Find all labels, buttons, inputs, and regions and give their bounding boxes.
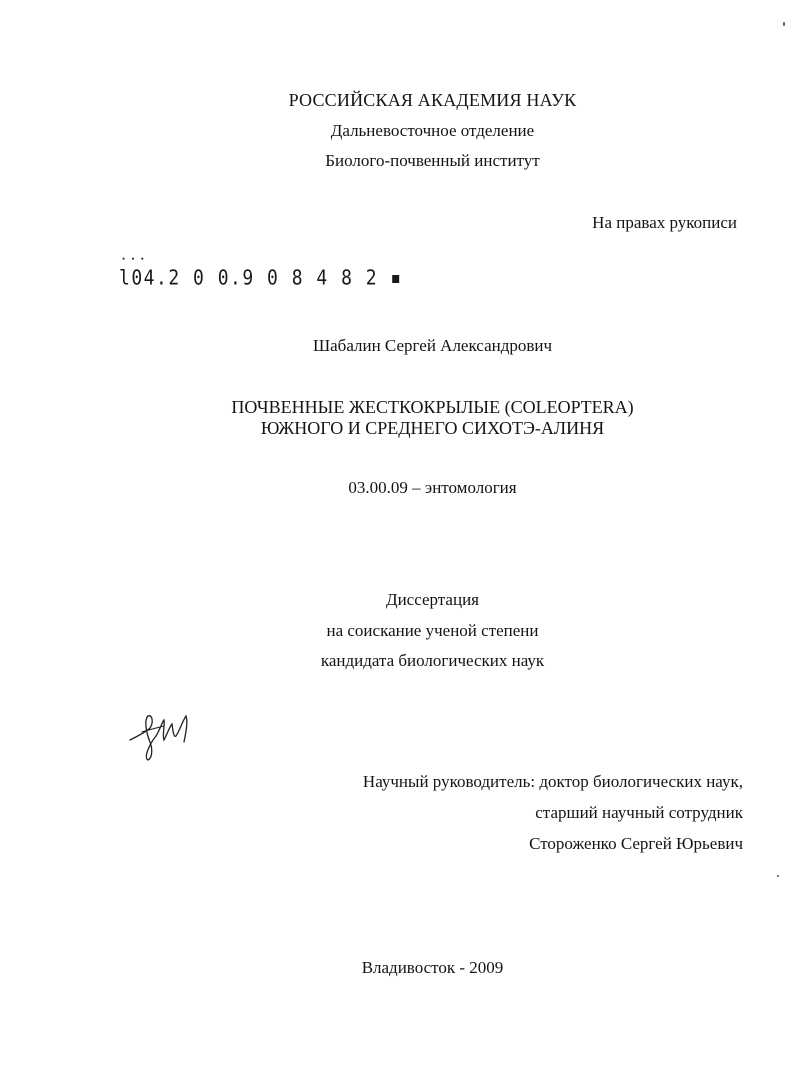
org-branch: Дальневосточное отделение [330,121,535,140]
degree-line-2: кандидата биологических наук [320,651,545,670]
advisor-line-2: старший научный сотрудник [535,803,743,822]
thesis-title-line-1: ПОЧВЕННЫЕ ЖЕСТКОКРЫЛЫЕ (COLEOPTERA) [231,397,634,417]
author-name: Шабалин Сергей Александрович [312,336,553,355]
work-type: Диссертация [385,590,479,609]
library-stamp-number: l04.2 0 0.9 0 8 4 8 2 ▪ [119,266,403,291]
place-year: Владивосток - 2009 [361,958,504,977]
scan-speck [783,22,785,26]
stamp-dots: • • • [122,254,146,264]
signature-stroke-1 [130,716,187,760]
signature-stroke-2 [142,726,164,732]
degree-line-1: на соискание ученой степени [326,621,539,640]
handwritten-signature [128,702,198,764]
scan-speck [777,875,779,877]
specialty-code: 03.00.09 – энтомология [348,478,517,497]
thesis-title-line-2: ЮЖНОГО И СРЕДНЕГО СИХОТЭ-АЛИНЯ [260,418,605,438]
advisor-line-3: Стороженко Сергей Юрьевич [529,834,743,853]
org-name: РОССИЙСКАЯ АКАДЕМИЯ НАУК [288,90,577,110]
rights-note: На правах рукописи [592,213,737,232]
advisor-line-1: Научный руководитель: доктор биологических наук, [362,772,743,791]
org-institute: Биолого-почвенный институт [325,151,540,170]
